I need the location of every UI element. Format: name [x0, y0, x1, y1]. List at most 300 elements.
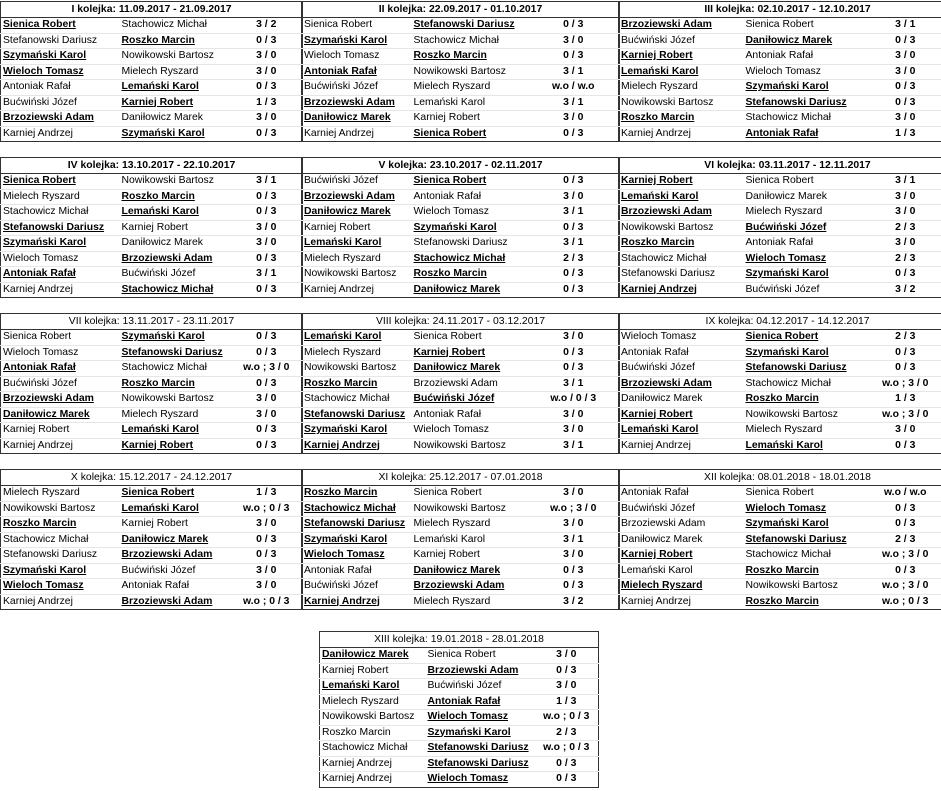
match-result: w.o ; 3 / 0 [855, 407, 941, 423]
away-player: Wieloch Tomasz [744, 64, 855, 80]
match-result: 3 / 0 [528, 111, 620, 127]
home-player: Karniej Andrzej [302, 282, 412, 298]
home-player: Lemański Karol [619, 423, 744, 439]
match-row [619, 330, 941, 346]
match-result: 3 / 0 [855, 205, 941, 221]
round-table [301, 1, 620, 142]
match-row [619, 111, 941, 127]
home-player: Roszko Marcin [619, 111, 744, 127]
round-title: VII kolejka: 13.11.2017 - 23.11.2017 [1, 314, 303, 330]
home-player: Karniej Andrzej [302, 438, 412, 454]
away-player: Wieloch Tomasz [744, 251, 855, 267]
home-player: Wieloch Tomasz [302, 49, 412, 65]
match-row [619, 376, 941, 392]
away-player: Bućwiński Józef [744, 282, 855, 298]
round-table [0, 313, 303, 454]
home-player: Wieloch Tomasz [1, 251, 120, 267]
away-player: Stefanowski Dariusz [426, 756, 535, 772]
match-result: 3 / 0 [231, 236, 303, 252]
match-result: 0 / 3 [855, 33, 941, 49]
match-row [619, 64, 941, 80]
away-player: Daniłowicz Marek [412, 361, 528, 377]
away-player: Mielech Ryszard [412, 80, 528, 96]
match-result: 3 / 1 [528, 205, 620, 221]
match-result: 1 / 3 [231, 95, 303, 111]
match-row [1, 111, 303, 127]
away-player: Lemański Karol [120, 501, 231, 517]
home-player: Roszko Marcin [1, 517, 120, 533]
match-row [302, 330, 620, 346]
away-player: Stefanowski Dariusz [412, 18, 528, 34]
round-table [618, 157, 941, 298]
round-title: V kolejka: 23.10.2017 - 02.11.2017 [302, 158, 620, 174]
match-result: 0 / 3 [855, 345, 941, 361]
match-row [302, 205, 620, 221]
match-result: 0 / 3 [528, 49, 620, 65]
match-result: 3 / 0 [231, 220, 303, 236]
match-row [619, 438, 941, 454]
home-player: Antoniak Rafał [1, 361, 120, 377]
match-result: 3 / 0 [528, 33, 620, 49]
home-player: Karniej Andrzej [1, 594, 120, 610]
home-player: Stachowicz Michał [619, 251, 744, 267]
home-player: Stachowicz Michał [1, 532, 120, 548]
match-result: 3 / 0 [231, 64, 303, 80]
away-player: Mielech Ryszard [412, 517, 528, 533]
round-table [0, 469, 303, 610]
away-player: Brzoziewski Adam [412, 376, 528, 392]
match-result: 3 / 1 [231, 174, 303, 190]
match-result: 3 / 1 [528, 438, 620, 454]
match-result: 0 / 3 [855, 361, 941, 377]
match-row [619, 174, 941, 190]
round-table [618, 313, 941, 454]
match-row [320, 725, 599, 741]
home-player: Brzoziewski Adam [619, 18, 744, 34]
match-row [1, 33, 303, 49]
away-player: Brzoziewski Adam [120, 251, 231, 267]
match-row [619, 486, 941, 502]
away-player: Lemański Karol [120, 205, 231, 221]
home-player: Stachowicz Michał [302, 501, 412, 517]
away-player: Karniej Robert [120, 95, 231, 111]
home-player: Karniej Robert [1, 423, 120, 439]
match-result: 3 / 0 [231, 517, 303, 533]
away-player: Stachowicz Michał [120, 18, 231, 34]
home-player: Karniej Robert [619, 174, 744, 190]
away-player: Karniej Robert [412, 345, 528, 361]
away-player: Szymański Karol [744, 345, 855, 361]
home-player: Roszko Marcin [302, 376, 412, 392]
match-row [1, 49, 303, 65]
home-player: Stefanowski Dariusz [619, 267, 744, 283]
away-player: Daniłowicz Marek [412, 563, 528, 579]
home-player: Sienica Robert [1, 18, 120, 34]
match-row [302, 282, 620, 298]
away-player: Mielech Ryszard [412, 594, 528, 610]
match-row [619, 501, 941, 517]
away-player: Lemański Karol [744, 438, 855, 454]
home-player: Brzoziewski Adam [1, 392, 120, 408]
match-result: 3 / 0 [528, 423, 620, 439]
match-result: 0 / 3 [231, 345, 303, 361]
away-player: Brzoziewski Adam [426, 663, 535, 679]
home-player: Lemański Karol [619, 189, 744, 205]
match-row [619, 548, 941, 564]
home-player: Sienica Robert [1, 174, 120, 190]
round-table [0, 157, 303, 298]
round-table [301, 157, 620, 298]
match-result: 0 / 3 [231, 330, 303, 346]
home-player: Bućwiński Józef [619, 33, 744, 49]
away-player: Stachowicz Michał [744, 376, 855, 392]
away-player: Antoniak Rafał [412, 407, 528, 423]
home-player: Stachowicz Michał [320, 741, 426, 757]
match-row [619, 220, 941, 236]
home-player: Roszko Marcin [619, 236, 744, 252]
away-player: Lemański Karol [412, 95, 528, 111]
match-row [1, 501, 303, 517]
match-result: 3 / 2 [231, 18, 303, 34]
match-row [302, 64, 620, 80]
match-row [619, 251, 941, 267]
match-result: 3 / 0 [855, 189, 941, 205]
home-player: Antoniak Rafał [619, 345, 744, 361]
away-player: Roszko Marcin [744, 594, 855, 610]
match-result: 3 / 1 [855, 18, 941, 34]
away-player: Szymański Karol [120, 126, 231, 142]
home-player: Nowikowski Bartosz [619, 220, 744, 236]
match-result: 3 / 2 [528, 594, 620, 610]
home-player: Brzoziewski Adam [619, 376, 744, 392]
away-player: Nowikowski Bartosz [744, 407, 855, 423]
away-player: Stefanowski Dariusz [412, 236, 528, 252]
match-row [302, 517, 620, 533]
away-player: Nowikowski Bartosz [412, 438, 528, 454]
match-row [619, 95, 941, 111]
match-result: 3 / 2 [855, 282, 941, 298]
match-result: 3 / 0 [528, 517, 620, 533]
match-result: 3 / 1 [528, 532, 620, 548]
match-row [619, 267, 941, 283]
away-player: Nowikowski Bartosz [120, 49, 231, 65]
match-row [1, 267, 303, 283]
match-row [302, 251, 620, 267]
away-player: Sienica Robert [744, 174, 855, 190]
away-player: Bućwiński Józef [120, 267, 231, 283]
away-player: Karniej Robert [120, 517, 231, 533]
away-player: Stachowicz Michał [120, 361, 231, 377]
home-player: Karniej Robert [619, 49, 744, 65]
match-result: 0 / 3 [528, 563, 620, 579]
home-player: Antoniak Rafał [619, 486, 744, 502]
away-player: Nowikowski Bartosz [120, 392, 231, 408]
match-result: 0 / 3 [231, 80, 303, 96]
match-result: 0 / 3 [855, 501, 941, 517]
match-row [619, 126, 941, 142]
match-row [619, 517, 941, 533]
match-result: w.o / 0 / 3 [528, 392, 620, 408]
home-player: Karniej Andrzej [1, 438, 120, 454]
match-row [302, 111, 620, 127]
away-player: Wieloch Tomasz [744, 501, 855, 517]
match-row [320, 710, 599, 726]
match-row [1, 236, 303, 252]
away-player: Bućwiński Józef [120, 563, 231, 579]
match-row [1, 95, 303, 111]
match-row [619, 579, 941, 595]
match-row [1, 80, 303, 96]
match-row [619, 594, 941, 610]
round-title: I kolejka: 11.09.2017 - 21.09.2017 [1, 2, 303, 18]
match-result: 3 / 0 [855, 423, 941, 439]
away-player: Roszko Marcin [120, 33, 231, 49]
match-result: 0 / 3 [855, 95, 941, 111]
match-result: 3 / 0 [535, 679, 599, 695]
away-player: Bućwiński Józef [412, 392, 528, 408]
match-result: 3 / 0 [231, 407, 303, 423]
away-player: Sienica Robert [744, 486, 855, 502]
match-result: 0 / 3 [855, 517, 941, 533]
round-title: III kolejka: 02.10.2017 - 12.10.2017 [619, 2, 941, 18]
away-player: Mielech Ryszard [120, 407, 231, 423]
away-player: Roszko Marcin [120, 189, 231, 205]
match-result: 3 / 1 [231, 267, 303, 283]
away-player: Roszko Marcin [744, 563, 855, 579]
home-player: Lemański Karol [619, 563, 744, 579]
match-row [302, 80, 620, 96]
match-result: 0 / 3 [231, 126, 303, 142]
match-result: 0 / 3 [528, 361, 620, 377]
match-result: 1 / 3 [855, 392, 941, 408]
match-result: 0 / 3 [855, 438, 941, 454]
away-player: Wieloch Tomasz [412, 205, 528, 221]
match-result: w.o ; 3 / 0 [528, 501, 620, 517]
round-title: IX kolejka: 04.12.2017 - 14.12.2017 [619, 314, 941, 330]
away-player: Nowikowski Bartosz [744, 579, 855, 595]
match-result: 3 / 0 [855, 49, 941, 65]
match-result: 3 / 0 [528, 548, 620, 564]
home-player: Karniej Andrzej [302, 594, 412, 610]
home-player: Karniej Andrzej [619, 126, 744, 142]
round-table [319, 631, 599, 788]
match-row [619, 563, 941, 579]
match-result: 3 / 0 [855, 111, 941, 127]
away-player: Stefanowski Dariusz [744, 532, 855, 548]
away-player: Daniłowicz Marek [412, 282, 528, 298]
match-result: w.o / w.o [528, 80, 620, 96]
away-player: Stachowicz Michał [120, 282, 231, 298]
match-row [302, 345, 620, 361]
match-result: 0 / 3 [855, 267, 941, 283]
match-row [1, 438, 303, 454]
home-player: Karniej Robert [619, 407, 744, 423]
match-row [619, 33, 941, 49]
home-player: Nowikowski Bartosz [320, 710, 426, 726]
home-player: Wieloch Tomasz [1, 579, 120, 595]
match-result: w.o ; 0 / 3 [535, 710, 599, 726]
match-row [1, 126, 303, 142]
match-row [1, 579, 303, 595]
home-player: Szymański Karol [302, 532, 412, 548]
match-result: 1 / 3 [855, 126, 941, 142]
match-row [302, 423, 620, 439]
match-result: 3 / 1 [528, 64, 620, 80]
match-result: 0 / 3 [231, 438, 303, 454]
match-result: 2 / 3 [855, 220, 941, 236]
home-player: Wieloch Tomasz [1, 345, 120, 361]
away-player: Antoniak Rafał [744, 236, 855, 252]
round-title: II kolejka: 22.09.2017 - 01.10.2017 [302, 2, 620, 18]
away-player: Wieloch Tomasz [426, 772, 535, 788]
match-result: 3 / 0 [231, 579, 303, 595]
home-player: Nowikowski Bartosz [1, 501, 120, 517]
match-result: 0 / 3 [231, 189, 303, 205]
match-result: 0 / 3 [528, 282, 620, 298]
match-row [1, 423, 303, 439]
match-result: 0 / 3 [535, 663, 599, 679]
round-table [301, 313, 620, 454]
away-player: Nowikowski Bartosz [120, 174, 231, 190]
match-result: w.o / w.o [855, 486, 941, 502]
home-player: Brzoziewski Adam [619, 517, 744, 533]
away-player: Szymański Karol [744, 267, 855, 283]
match-result: 0 / 3 [231, 282, 303, 298]
away-player: Stefanowski Dariusz [120, 345, 231, 361]
match-row [619, 80, 941, 96]
match-row [302, 548, 620, 564]
match-result: 3 / 1 [855, 174, 941, 190]
match-result: 0 / 3 [231, 548, 303, 564]
away-player: Mielech Ryszard [744, 205, 855, 221]
match-result: w.o ; 0 / 3 [855, 594, 941, 610]
home-player: Karniej Andrzej [619, 438, 744, 454]
match-result: 3 / 0 [528, 407, 620, 423]
match-row [619, 205, 941, 221]
match-result: 1 / 3 [535, 694, 599, 710]
home-player: Stachowicz Michał [1, 205, 120, 221]
away-player: Bućwiński Józef [744, 220, 855, 236]
match-row [302, 49, 620, 65]
match-result: w.o ; 3 / 0 [855, 376, 941, 392]
home-player: Mielech Ryszard [1, 486, 120, 502]
home-player: Antoniak Rafał [302, 563, 412, 579]
match-row [302, 392, 620, 408]
away-player: Sienica Robert [412, 126, 528, 142]
match-row [1, 345, 303, 361]
match-result: 3 / 0 [231, 392, 303, 408]
away-player: Sienica Robert [412, 330, 528, 346]
away-player: Sienica Robert [412, 486, 528, 502]
match-result: w.o ; 3 / 0 [855, 579, 941, 595]
away-player: Lemański Karol [120, 80, 231, 96]
away-player: Brzoziewski Adam [412, 579, 528, 595]
match-result: 3 / 0 [855, 236, 941, 252]
home-player: Karniej Andrzej [1, 282, 120, 298]
match-result: 0 / 3 [231, 376, 303, 392]
home-player: Stefanowski Dariusz [1, 548, 120, 564]
match-row [320, 694, 599, 710]
home-player: Brzoziewski Adam [302, 189, 412, 205]
home-player: Szymański Karol [302, 33, 412, 49]
match-row [619, 18, 941, 34]
home-player: Mielech Ryszard [302, 345, 412, 361]
away-player: Sienica Robert [120, 486, 231, 502]
match-result: 2 / 3 [855, 330, 941, 346]
home-player: Daniłowicz Marek [619, 392, 744, 408]
match-result: 0 / 3 [231, 532, 303, 548]
home-player: Nowikowski Bartosz [302, 267, 412, 283]
match-row [1, 486, 303, 502]
away-player: Szymański Karol [426, 725, 535, 741]
away-player: Wieloch Tomasz [412, 423, 528, 439]
match-row [619, 361, 941, 377]
home-player: Nowikowski Bartosz [619, 95, 744, 111]
match-row [302, 361, 620, 377]
home-player: Szymański Karol [1, 563, 120, 579]
home-player: Stefanowski Dariusz [302, 517, 412, 533]
away-player: Roszko Marcin [412, 267, 528, 283]
home-player: Sienica Robert [302, 18, 412, 34]
match-row [302, 18, 620, 34]
home-player: Brzoziewski Adam [1, 111, 120, 127]
match-result: w.o ; 0 / 3 [231, 501, 303, 517]
match-result: 2 / 3 [855, 251, 941, 267]
home-player: Karniej Andrzej [619, 282, 744, 298]
away-player: Daniłowicz Marek [120, 532, 231, 548]
home-player: Karniej Robert [320, 663, 426, 679]
away-player: Antoniak Rafał [412, 189, 528, 205]
away-player: Roszko Marcin [120, 376, 231, 392]
round-table [618, 1, 941, 142]
away-player: Daniłowicz Marek [744, 33, 855, 49]
home-player: Karniej Andrzej [320, 772, 426, 788]
round-table [0, 1, 303, 142]
round-title: X kolejka: 15.12.2017 - 24.12.2017 [1, 470, 303, 486]
match-row [619, 49, 941, 65]
home-player: Karniej Andrzej [619, 594, 744, 610]
match-result: 3 / 0 [231, 111, 303, 127]
home-player: Daniłowicz Marek [302, 205, 412, 221]
home-player: Karniej Robert [302, 220, 412, 236]
match-row [320, 756, 599, 772]
match-result: 3 / 0 [528, 330, 620, 346]
away-player: Brzoziewski Adam [120, 594, 231, 610]
away-player: Daniłowicz Marek [120, 236, 231, 252]
home-player: Mielech Ryszard [619, 80, 744, 96]
round-title: XI kolejka: 25.12.2017 - 07.01.2018 [302, 470, 620, 486]
match-result: 0 / 3 [528, 18, 620, 34]
home-player: Roszko Marcin [320, 725, 426, 741]
match-result: 3 / 0 [231, 49, 303, 65]
home-player: Mielech Ryszard [320, 694, 426, 710]
match-result: 1 / 3 [231, 486, 303, 502]
away-player: Lemański Karol [412, 532, 528, 548]
match-row [1, 330, 303, 346]
home-player: Karniej Andrzej [302, 126, 412, 142]
home-player: Brzoziewski Adam [302, 95, 412, 111]
away-player: Lemański Karol [120, 423, 231, 439]
match-result: 3 / 0 [528, 486, 620, 502]
match-result: 3 / 0 [528, 189, 620, 205]
match-result: 0 / 3 [528, 220, 620, 236]
away-player: Karniej Robert [120, 438, 231, 454]
match-row [1, 189, 303, 205]
home-player: Roszko Marcin [302, 486, 412, 502]
home-player: Lemański Karol [320, 679, 426, 695]
match-row [302, 236, 620, 252]
match-row [1, 407, 303, 423]
